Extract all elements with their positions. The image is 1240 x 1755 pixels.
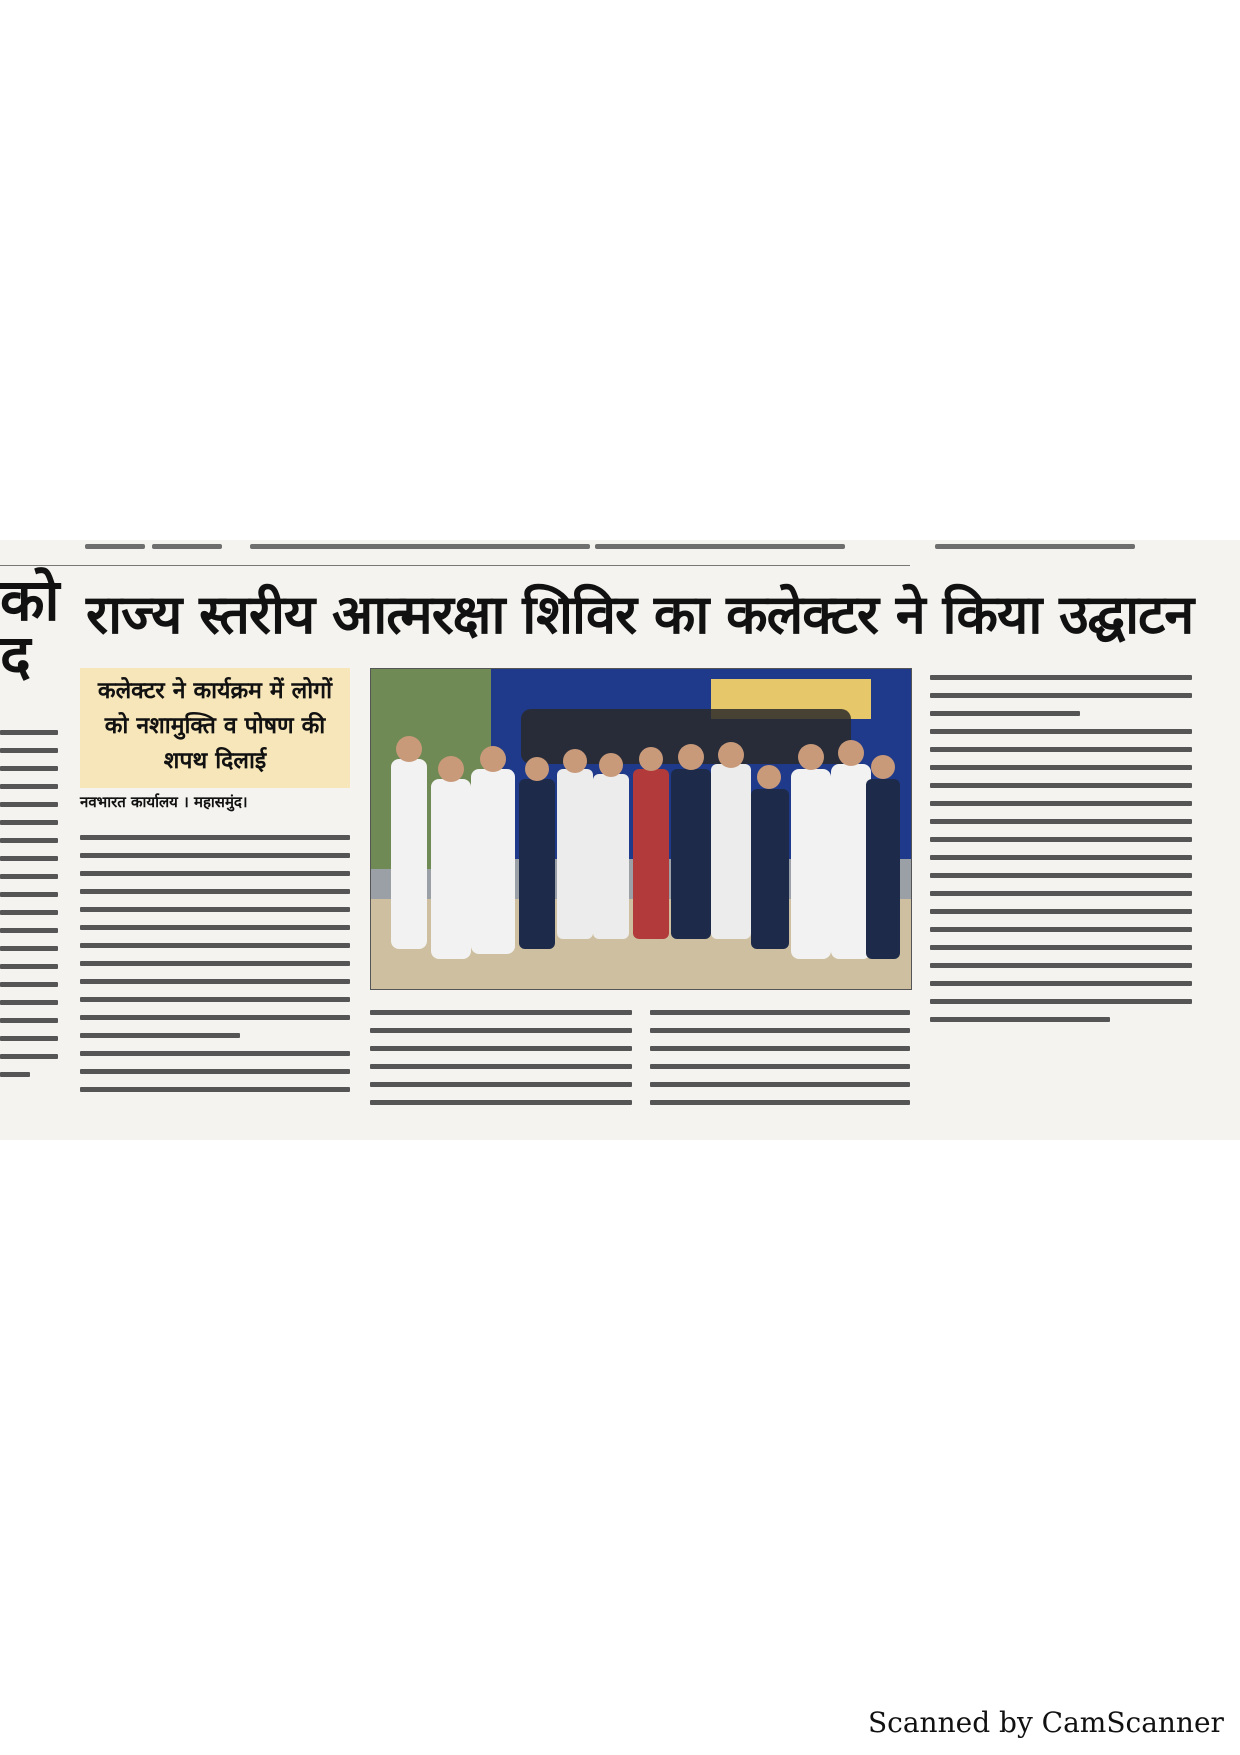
article-column-3 (650, 1010, 910, 1118)
subheadline: कलेक्टर ने कार्यक्रम में लोगों को नशामुक्ति व पोषण की शपथ दिलाई (80, 668, 350, 788)
header-rule (0, 565, 910, 566)
headline: राज्य स्तरीय आत्मरक्षा शिविर का कलेक्टर ने किया उद्घाटन (86, 583, 1194, 646)
neighbor-headline-fragment: को द (0, 566, 60, 690)
neighbor-article-text (0, 730, 58, 1090)
scanner-watermark: Scanned by CamScanner (868, 1706, 1224, 1739)
article-column-4 (930, 675, 1192, 1035)
group-photo-image (371, 669, 911, 989)
article-column-2 (370, 1010, 632, 1118)
previous-article-strip (0, 540, 1240, 558)
dateline: नवभारत कार्यालय । महासमुंद। (80, 793, 248, 811)
article-column-1 (80, 835, 350, 1105)
event-group-photo (370, 668, 912, 990)
